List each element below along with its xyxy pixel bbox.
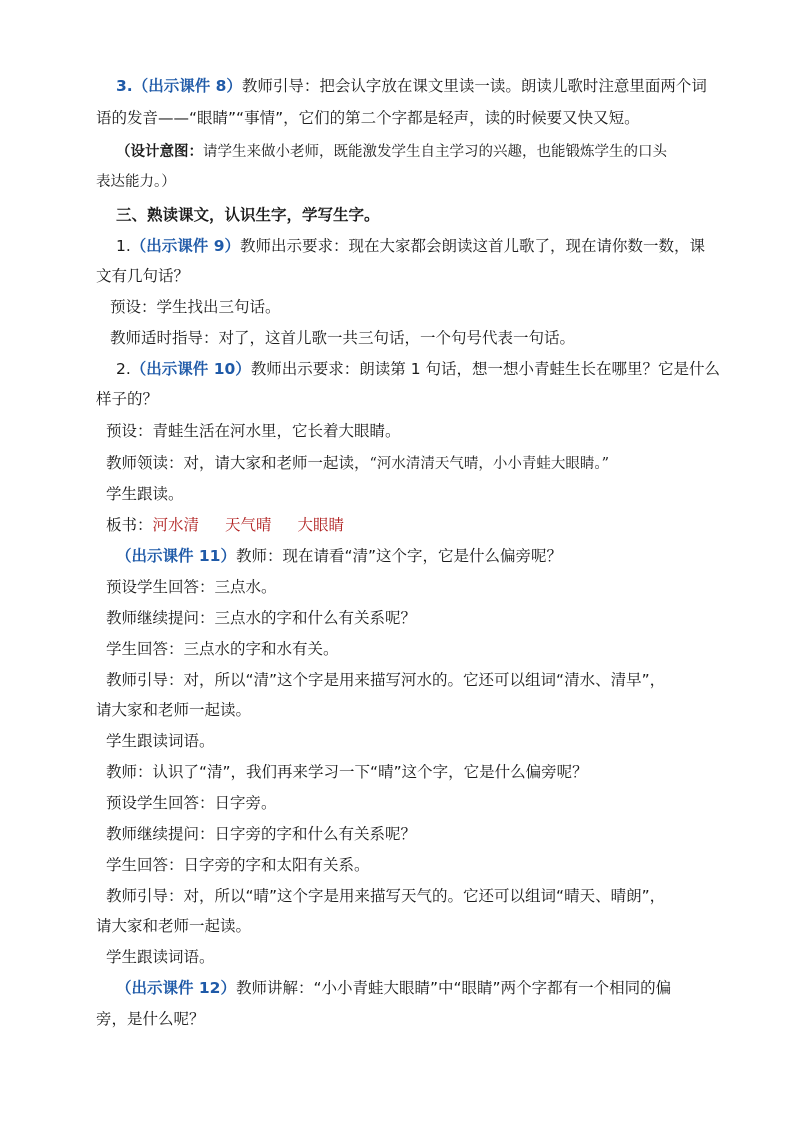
board-word: 河水清 (152, 516, 200, 534)
section-heading: 三、熟读课文，认识生字，学写生字。 (116, 206, 380, 224)
paragraph-line: 预设学生回答：日字旁。 (106, 794, 277, 812)
paragraph-line: 学生回答：日字旁的字和太阳有关系。 (106, 856, 370, 874)
line-text: 教师出示要求：现在大家都会朗读这首儿歌了，现在请你数一数，课 (239, 237, 705, 255)
board-word: 天气晴 (225, 516, 272, 534)
paragraph-line: 教师继续提问：日字旁的字和什么有关系呢？ (106, 825, 417, 843)
paragraph-line (116, 978, 671, 998)
paragraph-line (106, 453, 609, 474)
paragraph-line: 教师继续提问：三点水的字和什么有关系呢？ (106, 609, 417, 627)
paragraph-line (116, 236, 705, 256)
line-text: 教师讲解：“小小青蛙大眼睛”中“眼睛”两个字都有一个相同的偏 (235, 979, 672, 997)
paragraph-line: 语的发音——“眼睛”“事情”，它们的第二个字都是轻声，读的时候要又快又短。 (96, 109, 640, 127)
line-text: 教师领读：对，请大家和老师一起读， (106, 454, 370, 472)
paragraph-line: 学生跟读词语。 (106, 732, 215, 750)
paragraph-line: 预设学生回答：三点水。 (106, 578, 277, 596)
paragraph-line: 旁，是什么呢？ (96, 1010, 205, 1028)
design-text: 请学生来做小老师，既能激发学生自主学习的兴趣，也能锻炼学生的口头 (203, 144, 667, 160)
courseware-tag: （出示课件 8） (132, 77, 242, 95)
paragraph-line: 教师引导：对，所以“晴”这个字是用来描写天气的。它还可以组词“晴天、晴朗”， (106, 887, 666, 905)
board-word: 大眼睛 (297, 516, 345, 534)
courseware-tag: （出示课件 11） (116, 547, 236, 565)
paragraph-line: 教师：认识了“清”，我们再来学习一下“晴”这个字，它是什么偏旁呢？ (106, 763, 588, 781)
paragraph-line: 请大家和老师一起读。 (96, 917, 252, 935)
paragraph-line: 学生跟读词语。 (106, 948, 215, 966)
paragraph-line: 样子的？ (96, 390, 159, 408)
line-text: 教师出示要求：朗读第 1 句话，想一想小青蛙生长在哪里？它是什么 (250, 360, 720, 378)
courseware-tag: （出示课件 9） (130, 237, 240, 255)
paragraph-line (116, 546, 562, 566)
board-writing (106, 515, 344, 535)
paragraph-line: 教师引导：对，所以“清”这个字是用来描写河水的。它还可以组词“清水、清早”， (106, 671, 666, 689)
paragraph-line: 文有几句话？ (96, 267, 190, 285)
paragraph-line (116, 76, 707, 96)
design-intent (116, 142, 667, 162)
paragraph-line: 请大家和老师一起读。 (96, 701, 252, 719)
quoted-verse: “河水清清天气晴，小小青蛙大眼睛。” (369, 456, 610, 472)
step-number: 1. (116, 237, 131, 255)
step-number: 2. (116, 360, 131, 378)
paragraph-line: 学生回答：三点水的字和水有关。 (106, 640, 339, 658)
paragraph-line: 学生跟读。 (106, 485, 184, 503)
design-label: （设计意图： (116, 143, 203, 160)
step-number: 3. (116, 77, 133, 95)
paragraph-line: 预设：学生找出三句话。 (110, 298, 281, 316)
courseware-tag: （出示课件 10） (130, 360, 251, 378)
courseware-tag: （出示课件 12） (116, 979, 236, 997)
paragraph-line (116, 359, 720, 379)
paragraph-line: 预设：青蛙生活在河水里，它长着大眼睛。 (106, 422, 401, 440)
line-text: 教师引导：把会认字放在课文里读一读。朗读儿歌时注意里面两个词 (241, 77, 707, 95)
line-text: 教师：现在请看“清”这个字，它是什么偏旁呢？ (235, 547, 563, 565)
paragraph-line: 教师适时指导：对了，这首儿歌一共三句话，一个句号代表一句话。 (110, 329, 576, 347)
design-intent-cont: 表达能力。） (96, 174, 176, 190)
board-label: 板书： (106, 516, 153, 534)
